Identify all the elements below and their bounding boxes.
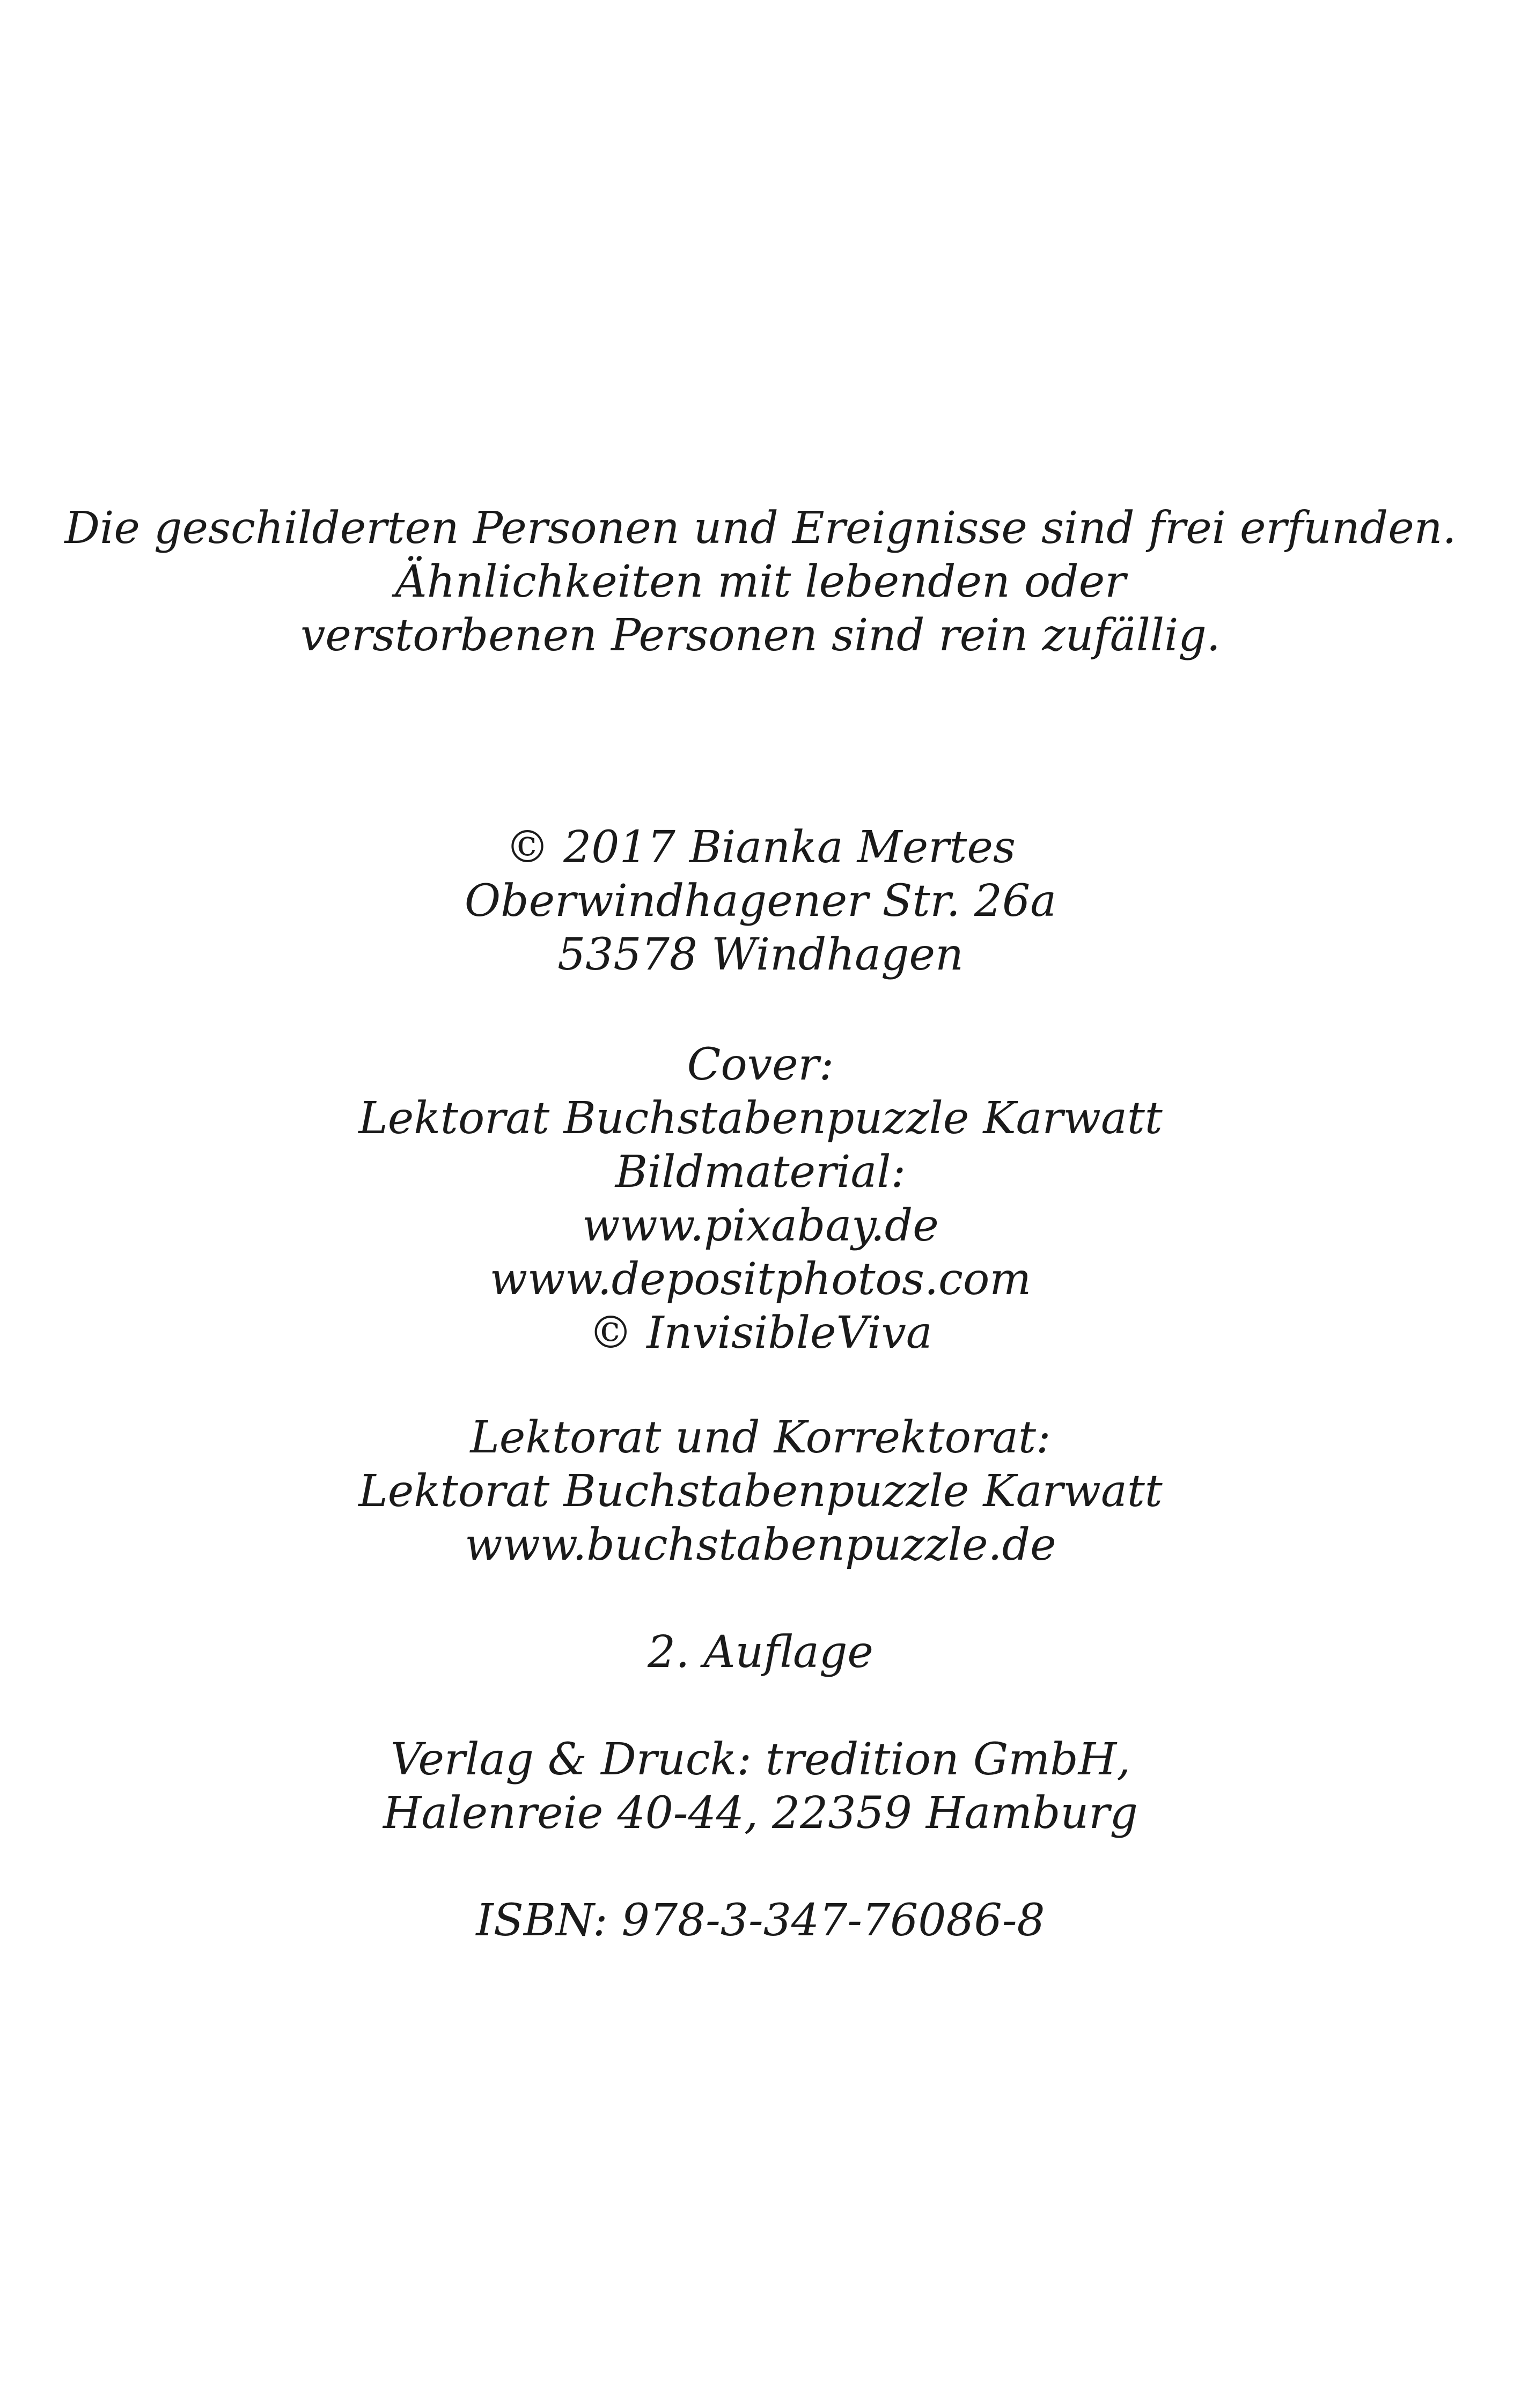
image-source-depositphotos: www.depositphotos.com [489, 1254, 1032, 1305]
disclaimer-line-3: verstorbenen Personen sind rein zufällig. [300, 610, 1221, 661]
isbn-block [0, 1894, 1521, 1948]
publisher-block [0, 1733, 1521, 1840]
image-source-pixabay: www.pixabay.de [582, 1200, 939, 1251]
editing-credits-block [0, 1411, 1521, 1572]
disclaimer-line-2: Ähnlichkeiten mit lebenden oder [395, 556, 1126, 607]
address-city: 53578 Windhagen [557, 929, 964, 980]
disclaimer-line-1: Die geschilderten Personen und Ereignisse sind frei erfunden. [64, 503, 1457, 554]
copyright-block [0, 821, 1521, 982]
cover-label: Cover: [687, 1039, 834, 1090]
cover-credit: Lektorat Buchstabenpuzzle Karwatt [358, 1093, 1163, 1144]
copyright-notice: © 2017 Bianka Mertes [505, 822, 1016, 873]
disclaimer-block [0, 502, 1521, 663]
image-material-label: Bildmaterial: [615, 1147, 906, 1198]
isbn-text: ISBN: 978-3-347-76086-8 [476, 1895, 1045, 1946]
editing-url: www.buchstabenpuzzle.de [465, 1519, 1056, 1570]
publisher-line-2: Halenreie 40-44, 22359 Hamburg [383, 1788, 1138, 1839]
publisher-line-1: Verlag & Druck: tredition GmbH, [390, 1734, 1131, 1785]
cover-credits-block [0, 1038, 1521, 1360]
editing-label: Lektorat und Korrektorat: [470, 1412, 1051, 1463]
address-street: Oberwindhagener Str. 26a [464, 876, 1057, 927]
edition-text: 2. Auflage [648, 1627, 873, 1678]
editing-name: Lektorat Buchstabenpuzzle Karwatt [358, 1466, 1163, 1517]
image-source-invisibleviva: © InvisibleViva [589, 1308, 932, 1359]
edition-block [0, 1626, 1521, 1679]
